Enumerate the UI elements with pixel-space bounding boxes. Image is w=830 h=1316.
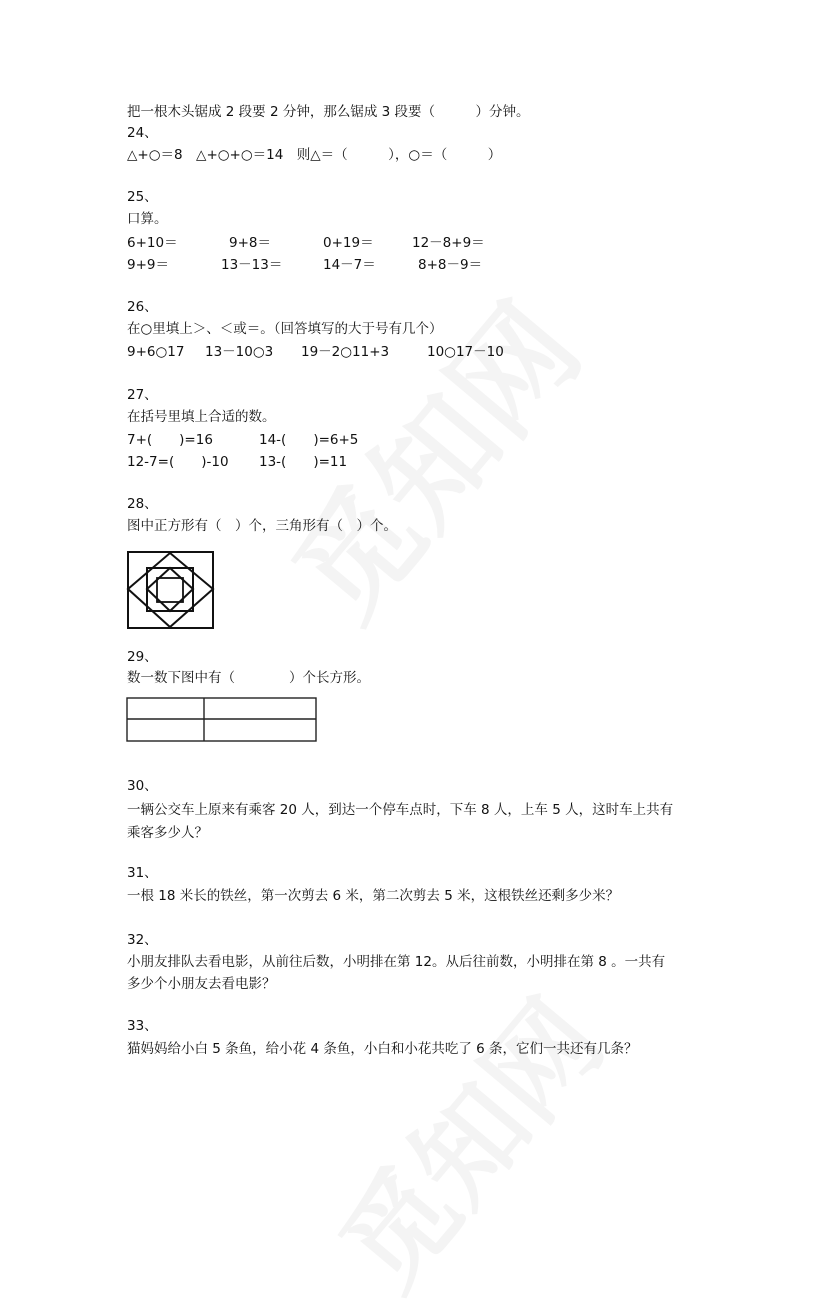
q30-line2: 乘客多少人？ <box>127 825 208 841</box>
q25-number: 25、 <box>127 189 158 205</box>
q23-text: 把一根木头锯成 2 段要 2 分钟，那么锯成 3 段要（ ）分钟。 <box>127 104 530 120</box>
q33-text: 猫妈妈给小白 5 条鱼，给小花 4 条鱼，小白和小花共吃了 6 条，它们一共还有几条？ <box>127 1041 638 1057</box>
q25-item: 9+8＝ <box>229 235 271 251</box>
q25-item: 6+10＝ <box>127 235 178 251</box>
q30-number: 30、 <box>127 778 158 794</box>
q33-number: 33、 <box>127 1018 158 1034</box>
q29-text: 数一数下图中有（ ）个长方形。 <box>127 670 370 686</box>
q25-item: 14－7＝ <box>323 257 376 273</box>
q27-item: 14-( )=6+5 <box>259 432 359 448</box>
q27-title: 在括号里填上合适的数。 <box>127 409 276 425</box>
q32-line1: 小朋友排队去看电影，从前往后数，小明排在第 12。从后往前数，小明排在第 8 。一共有 <box>127 954 666 970</box>
rectangle-grid-figure <box>126 697 318 743</box>
q27-item: 12-7=( )-10 <box>127 454 229 470</box>
q26-item: 9+6○17 <box>127 344 185 360</box>
q31-text: 一根 18 米长的铁丝，第一次剪去 6 米，第二次剪去 5 米，这根铁丝还剩多少米？ <box>127 888 620 904</box>
q25-item: 13－13＝ <box>221 257 283 273</box>
q26-item: 10○17－10 <box>427 344 504 360</box>
q28-number: 28、 <box>127 496 158 512</box>
q25-item: 0+19＝ <box>323 235 374 251</box>
q27-number: 27、 <box>127 387 158 403</box>
q27-item: 13-( )=11 <box>259 454 348 470</box>
q25-item: 9+9＝ <box>127 257 169 273</box>
q26-title: 在○里填上＞、＜或＝。（回答填写的大于号有几个） <box>127 321 443 337</box>
q32-line2: 多少个小朋友去看电影？ <box>127 976 276 992</box>
q25-item: 8+8－9＝ <box>418 257 483 273</box>
q24-number: 24、 <box>127 125 158 141</box>
q31-number: 31、 <box>127 865 158 881</box>
q29-number: 29、 <box>127 649 158 665</box>
q28-text: 图中正方形有（ ）个，三角形有（ ）个。 <box>127 518 397 534</box>
q30-line1: 一辆公交车上原来有乘客 20 人，到达一个停车点时，下车 8 人，上车 5 人，这时车上共有 <box>127 802 674 818</box>
q24-text: △+○＝8 △+○+○＝14 则△＝（ ），○＝（ ） <box>127 147 502 163</box>
q27-item: 7+( )=16 <box>127 432 213 448</box>
watermark-bottom <box>298 962 631 1316</box>
q26-item: 19－2○11+3 <box>301 344 390 360</box>
q26-number: 26、 <box>127 299 158 315</box>
q25-item: 12－8+9＝ <box>412 235 485 251</box>
q26-item: 13－10○3 <box>205 344 274 360</box>
q25-title: 口算。 <box>127 211 168 227</box>
nested-squares-figure <box>125 548 217 632</box>
q32-number: 32、 <box>127 932 158 948</box>
